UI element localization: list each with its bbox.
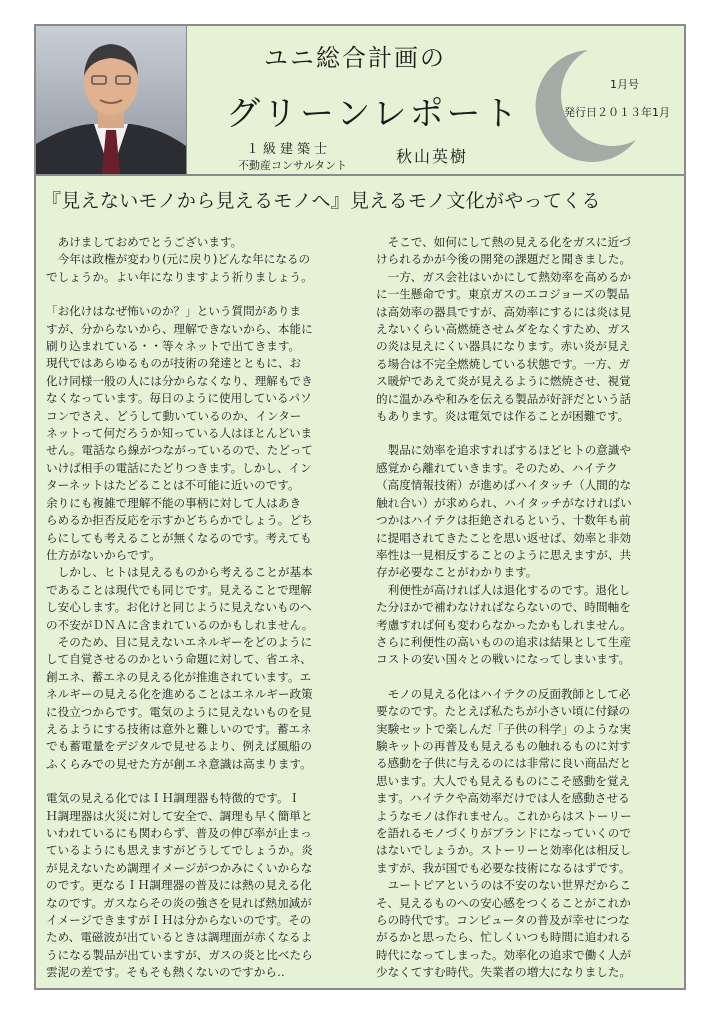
issue-month: 1月号 <box>610 78 639 91</box>
newsletter-frame <box>34 24 686 990</box>
paragraph: そこで、如何にして熱の見える化をガスに近づ けられるかが今後の開発の課題だと聞きました。 一方、ガス会社はいかにして熱効率を高めるか に一生懸命です。東京ガスのエコジョーズの製品 は高効率の器具ですが、高効率にするには炎は見 えないくらい高燃焼させムダをなくすため、ガス の炎は見えにくい器具になります。赤い炎が見え る場合は不完全燃焼している状態です。一方、ガ ス暖炉であえて炎が見えるように燃焼させ、視覚 的に温かみや和みを伝える製品が好評だという話 もあります。炎は電気では作ることが困難です。 <box>376 235 632 424</box>
left-column <box>46 234 338 982</box>
article-headline: 『見えないモノから見えるモノへ』見えるモノ文化がやってくる <box>42 190 601 212</box>
author-photo <box>36 26 187 174</box>
paragraph: 電気の見える化ではＩＨ調理器も特徴的です。Ｉ Ｈ調理器は火災に対して安全で、調理も早く簡単と いわれているにも関わらず、普及の伸び率が止まっ ているようにも思えますがどうしてでしょうか。炎 が見えないため調理イメージがつかみにくいからな のです。更なるＩＨ調理器の普及には熱の見える化 なのです。ガスならその炎の強さを見れば熱加減が イメージできますがＩＨは分からないのです。その ため、電磁波が出ているときは調理面が赤くなるよ うになる製品が出ていますが、ガスの炎と比べたら 雲泥の差です。そもそも熱くないのですから‥ <box>46 791 313 980</box>
paragraph: 製品に効率を追求すればするほどヒトの意識や 感覚から離れていきます。そのため、ハイテク （高度情報技術）が進めばハイタッチ（人間的な 触れ合い）が求められ、ハイタッチがなければい つかはハイテクは拒絶されるという、十数年も前 に提唱されてきたことを思い返せば、効率と非効 率性は一見相反することのように思えますが、共 存が必要なことがわかります。 利便性が高ければ人は退化するのです。退化し た分ほかで補わなければならないので、時間軸を 考慮すれば何も変わらなかったかもしれません。 さらに利便性の高いものの追求は結果として生産 コストの安い国々との戦いになってしまいます。 <box>376 443 632 667</box>
author-name: 秋山英樹 <box>396 147 469 166</box>
right-column <box>376 234 668 982</box>
author-qualification: １級建築士 <box>246 142 332 157</box>
series-name: ユニ総合計画の <box>264 44 446 72</box>
masthead <box>36 26 684 176</box>
issue-date: 発行日２０１３年1月 <box>564 106 670 119</box>
paragraph: あけましておめでとうございます。 今年は政権が変わり(元に戻り)どんな年になるの でしょうか。よい年になりますよう祈りましょう。 <box>46 235 313 284</box>
paragraph: 「お化けはなぜ怖いのか？」という質問がありま すが、分からないから、理解できないから、本能に 刷り込まれている・・等々ネットで出てきます。 現代ではあらゆるものが技術の発達とともに、お 化け同様一般の人には分からなくなり、理解もでき なくなっています。毎日のように使用しているパソ コンでさえ、どうして動いているのか、インター ネットって何だろうか知っている人はほとんどいま せん。電話なら線がつながっているので、たどって いけば相手の電話にたどりつきます。しかし、イン ターネットはたどることは不可能に近いのです。 余りにも複雑で理解不能の事柄に対して人はあき らめるか拒否反応を示すかどちらかでしょう。どち らにしても考えることが無くなるのです。考えても 仕方がないからです。 しかし、ヒトは見えるものから考えることが基本 であることは現代でも同じです。見えることで理解 し安心します。お化けと同じように見えないものへ の不安がＤＮＡに含まれているのかもしれません。 そのため、目に見えないエネルギーをどのように して自覚させるのかという命題に対して、省エネ、 創エネ、蓄エネの見える化が推進されています。エ ネルギーの見える化を進めることはエネルギー政策 に役立つからです。電気のように見えないものを見 えるようにする技術は意外と難しいのです。蓄エネ でも蓄電量をデジタルで見せるより、例えば風船の ふくらみでの見せた方が創エネ意識は高まります。 <box>46 304 314 771</box>
newsletter-title: グリーンレポート <box>226 94 521 134</box>
author-profession: 不動産コンサルタント <box>238 159 348 172</box>
paragraph: モノの見える化はハイテクの反面教師として必 要なのです。たとえば私たちが小さい頃に付録の 実験セットで楽しんだ「子供の科学」のような実 験キットの再普及も見えるもの触れるものに対す る感動を子供に与えるのには非常に良い商品だと 思います。大人でも見えるものにこそ感動を覚え ます。ハイテクや高効率だけでは人を感動させる ようなモノは作れません。これからはストーリー を語れるモノづくりがブランドになっていくので はないでしょうか。ストーリーと効率化は相反し ますが、我が国でも必要な技術になるはずです。 ユートピアというのは不安のない世界だからこ そ、見えるものへの安心感をつくることがこれか らの時代です。コンピュータの普及が幸せにつな がるかと思ったら、忙しくいつも時間に追われる 時代になってしまった。効率化の追求で働く人が 少なくてすむ時代。失業者の増大になりました。 <box>376 686 632 980</box>
portrait-illustration <box>36 26 186 174</box>
